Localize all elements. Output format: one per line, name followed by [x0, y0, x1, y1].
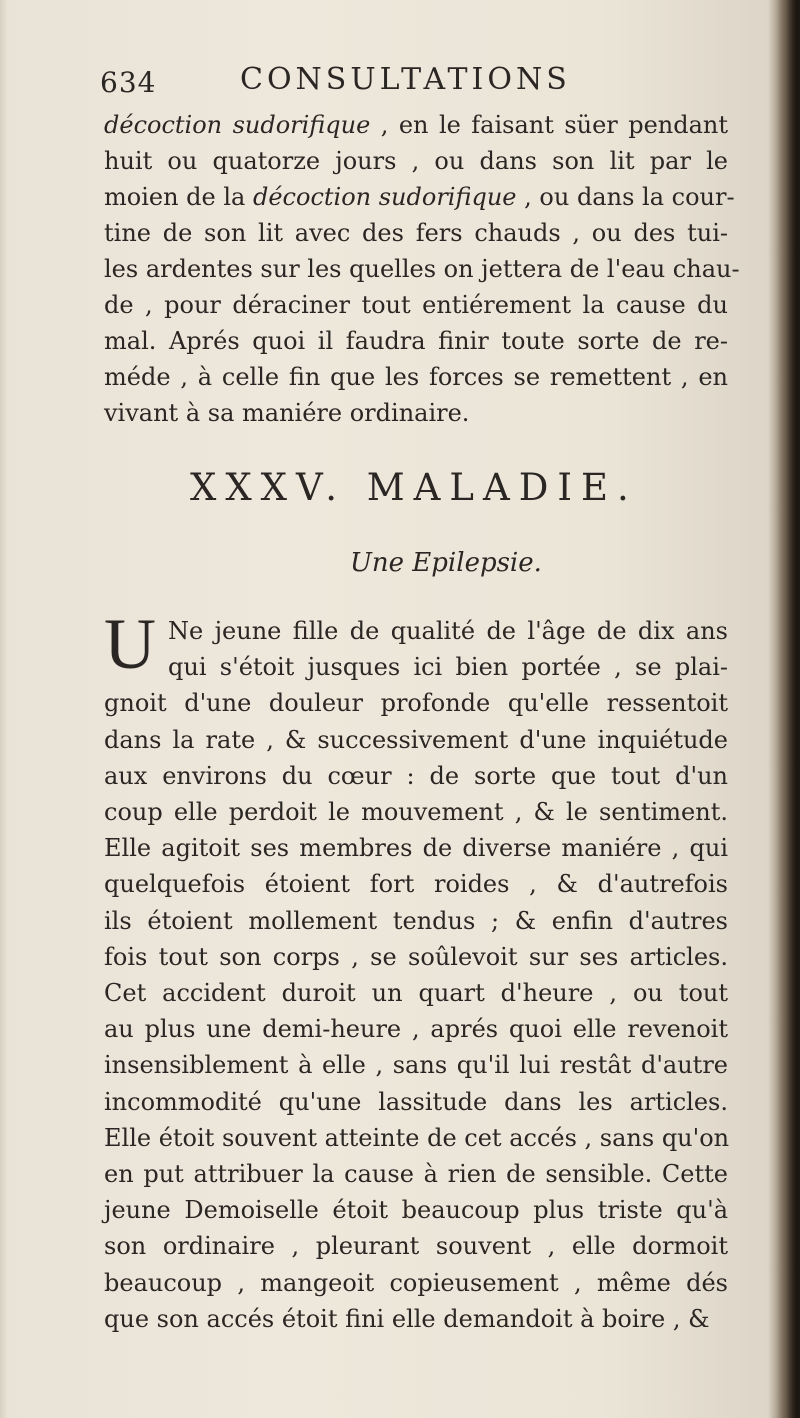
text-line: les ardentes sur les quelles on jettera de l'eau chau- — [104, 255, 740, 283]
text-line: méde , à celle fin que les forces se remettent , en — [104, 363, 728, 391]
chapter-subtitle: Une Epilepsie. — [350, 548, 542, 578]
italic-phrase: décoction sudorifique — [252, 183, 517, 211]
running-header — [100, 62, 740, 104]
text-line — [104, 180, 735, 214]
body-line: aux environs du cœur : de sorte que tout d'un — [104, 762, 728, 790]
text-fragment: , en le faisant süer pendant — [370, 111, 728, 139]
running-title: CONSULTATIONS — [240, 62, 571, 97]
body-line: dans la rate , & successivement d'une inquiétude — [104, 726, 728, 754]
body-line: ils étoient mollement tendus ; & enfin d'autres — [104, 907, 728, 935]
page-edge — [0, 0, 8, 1418]
italic-phrase: décoction sudorifique — [104, 111, 371, 139]
text-line — [104, 108, 728, 142]
text-line: tine de son lit avec des fers chauds , ou des tui- — [104, 219, 728, 247]
body-line: beaucoup , mangeoit copieusement , même dés — [104, 1269, 728, 1297]
body-line: jeune Demoiselle étoit beaucoup plus triste qu'à — [104, 1196, 728, 1224]
text-line: vivant à sa maniére ordinaire. — [104, 399, 470, 427]
body-line: au plus une demi-heure , aprés quoi elle revenoit — [104, 1015, 728, 1043]
chapter-title: XXXV. MALADIE. — [190, 466, 638, 509]
drop-cap: U — [104, 604, 156, 684]
book-spine-shadow — [776, 0, 800, 1418]
text-fragment: , ou dans la cour- — [516, 183, 735, 211]
text-line: de , pour déraciner tout entiérement la cause du — [104, 291, 728, 319]
body-line: gnoit d'une douleur profonde qu'elle ressentoit — [104, 689, 728, 717]
body-line: quelquefois étoient fort roides , & d'autrefois — [104, 870, 728, 898]
body-line: qui s'étoit jusques ici bien portée , se plai- — [168, 653, 728, 681]
body-line: fois tout son corps , se soûlevoit sur ses articles. — [104, 943, 728, 971]
text-line: huit ou quatorze jours , ou dans son lit par le — [104, 147, 728, 175]
text-line: mal. Aprés quoi il faudra finir toute sorte de re- — [104, 327, 728, 355]
body-line: incommodité qu'une lassitude dans les articles. — [104, 1088, 728, 1116]
body-line: Elle étoit souvent atteinte de cet accés , sans qu'on — [104, 1124, 730, 1152]
page-number: 634 — [100, 66, 157, 99]
body-line: coup elle perdoit le mouvement , & le sentiment. — [104, 798, 728, 826]
body-line: en put attribuer la cause à rien de sensible. Cette — [104, 1160, 728, 1188]
body-line: Elle agitoit ses membres de diverse maniére , qui — [104, 834, 728, 862]
body-line: insensiblement à elle , sans qu'il lui restât d'autre — [104, 1051, 728, 1079]
body-line: Ne jeune fille de qualité de l'âge de dix ans — [168, 617, 728, 645]
text-fragment: moien de la — [104, 183, 253, 211]
body-line: Cet accident duroit un quart d'heure , ou tout — [104, 979, 728, 1007]
body-line: que son accés étoit fini elle demandoit à boire , & — [104, 1305, 710, 1333]
body-line: son ordinaire , pleurant souvent , elle dormoit — [104, 1232, 728, 1260]
